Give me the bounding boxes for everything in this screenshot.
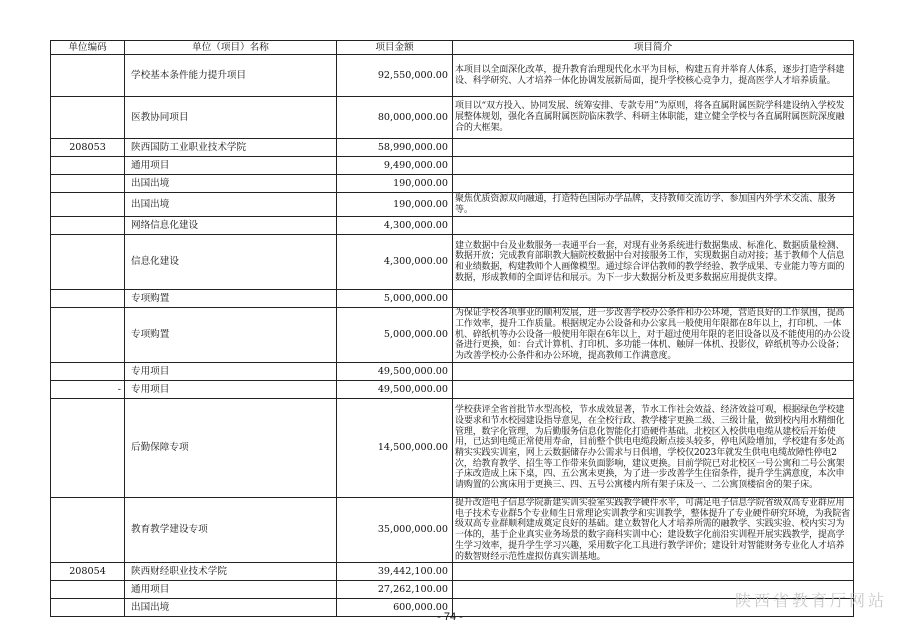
description-cell: 提升改造电子信息学院新建实训实验室实践教学硬件水平，可满足电子信息学院省级双高专业群应用电子技术专业群5个专业师生日常理论实训教学和实训教学，整体提升了专业硬件研究环境，为我院省级双高专业群顺利建成奠定良好的基础。建立数智化人才培养所需的融教学、实践实验、校内实习为一体的，基于企业真实业务场景的数字商科实训中心；建设数字化前沿实训程开展实践教学，提高学生学习效率，提升学生学习兴趣，采用数字化工具进行教学评价；建设针对智能财务专业化人才培养的数智财经示范性虚拟仿真实训基地。 [453,498,854,563]
description-cell: 聚焦优质资源双向融通，打造特色国际办学品牌，支持教师交流访学、参加国内外学术交流、服务等。 [453,193,854,217]
description-cell [453,363,854,381]
table-row [51,381,854,399]
unit-code-cell: 208054 [51,563,125,581]
table-row [51,399,854,498]
amount-cell: 58,990,000.00 [337,139,453,157]
page-number: - 74 - [437,611,463,623]
table-row [51,290,854,308]
project-name-cell: 专项购置 [125,290,337,308]
table-row [51,97,854,139]
header-unit-name: 单位（项目）名称 [125,41,337,55]
unit-code-cell [51,175,125,193]
amount-cell: 39,442,100.00 [337,563,453,581]
table-row [51,193,854,217]
amount-cell: 49,500,000.00 [337,363,453,381]
project-name-cell: 通用项目 [125,581,337,599]
project-name-cell: 信息化建设 [125,235,337,290]
description-cell: 为保证学校各项事业的顺利发展，进一步改善学校办公条件和办公环境，营造良好的工作氛围，提高工作效率，提升工作质量。根据规定办公设备和办公家具一般使用年限都在8年以上，打印机、一体机、碎纸机等办公设备一般使用年限在6年以上，对于超过使用年限的老旧设备以及不能使用的办公设备进行更换，如：台式计算机、打印机、多功能一体机、触屏一体机、投影仪，碎纸机等办公设备；为改善学校办公条件和办公环境，提高教师工作满意度。 [453,308,854,363]
table-row [51,235,854,290]
amount-cell: 49,500,000.00 [337,381,453,399]
table-row [51,157,854,175]
description-cell [453,175,854,193]
unit-code-cell [51,581,125,599]
amount-cell: 27,262,100.00 [337,581,453,599]
unit-code-cell [51,290,125,308]
table-row [51,139,854,157]
project-name-cell: 出国出境 [125,175,337,193]
project-name-cell: 网络信息化建设 [125,217,337,235]
header-amount: 项目金额 [337,41,453,55]
project-name-cell: 专用项目 [125,363,337,381]
unit-code-cell: - [51,381,125,399]
budget-table [50,40,854,617]
description-cell [453,563,854,581]
table-row [51,363,854,381]
description-cell [453,290,854,308]
table-row [51,563,854,581]
header-unit-code: 单位编码 [51,41,125,55]
description-cell: 学校获评全省首批节水型高校，节水成效显著，节水工作社会效益、经济效益可观，根据绿色学校建设要求和节水校园建设指导意见，在全校行政、教学楼宇更换二级、三级计量，做到校内用水精细化管理，数字化管理，为后勤服务信息化智能化打造硬件基础。北校区入校供电电缆从建校后开始使用，已达到电缆正常使用寿命，目前整个供电电缆段断点接头较多，停电风险增加，学校建有多处高精实实践实训室，网上云数据储存办公需求与日俱增，学校仅2023年就发生供电电缆故障性停电2次，给教育教学、招生等工作带来负面影响，建议更换。目前学院已对北校区一号公寓和二号公寓架子床改造成上床下桌，四、五公寓未更换，为了进一步改善学生住宿条件，提升学生满意度，本次申请购置的公寓床用于更换三、四、五号公寓楼内所有架子床及一、二公寓顶楼宿舍的架子床。 [453,399,854,498]
project-name-cell: 陕西财经职业技术学院 [125,563,337,581]
project-name-cell: 出国出境 [125,193,337,217]
unit-code-cell [51,399,125,498]
unit-code-cell [51,193,125,217]
project-name-cell: 教育教学建设专项 [125,498,337,563]
project-name-cell: 出国出境 [125,599,337,617]
project-name-cell: 学校基本条件能力提升项目 [125,55,337,97]
description-cell: 本项目以全面深化改革，提升教育治理现代化水平为目标，构建五育并举育人体系，逐步打造学科建设、科学研究、人才培养一体化协调发展新局面，提升学校核心竞争力，提高医学人才培养质量。 [453,55,854,97]
unit-code-cell [51,55,125,97]
description-cell: 建立数据中台及业数服务一表通平台一套，对现有业务系统进行数据集成、标准化、数据质量检测、数据开放；完成教育部职教大脑院校数据中台对接服务工作，实现数据自动对接；基于教师个人信息和业绩数据，构建教师个人画像模型。通过综合评估教师的教学经验、教学成果、专业能力等方面的数据，形成教师的全面评估和展示。为下一步大数据分析及更多数据应用提供支撑。 [453,235,854,290]
table-row [51,55,854,97]
amount-cell: 4,300,000.00 [337,217,453,235]
table-header-row [51,41,854,55]
amount-cell: 5,000,000.00 [337,290,453,308]
table-row [51,581,854,599]
amount-cell: 14,500,000.00 [337,399,453,498]
table-row [51,308,854,363]
watermark-text: 陕西省教育厅网站 [735,591,888,610]
project-name-cell: 陕西国防工业职业技术学院 [125,139,337,157]
unit-code-cell [51,217,125,235]
table-row [51,498,854,563]
project-name-cell: 医教协同项目 [125,97,337,139]
description-cell [453,139,854,157]
description-cell [453,217,854,235]
amount-cell: 35,000,000.00 [337,498,453,563]
description-cell: 项目以“双方投入、协同发展、统筹安排、专款专用”为原则，将各直属附属医院学科建设纳入学校发展整体规划，强化各直属附属医院临床教学、科研主体职能，建立健全学校与各直属附属医院深度融合的大框架。 [453,97,854,139]
project-name-cell: 专项购置 [125,308,337,363]
project-name-cell: 后勤保障专项 [125,399,337,498]
description-cell [453,381,854,399]
unit-code-cell: 208053 [51,139,125,157]
unit-code-cell [51,97,125,139]
project-name-cell: 专用项目 [125,381,337,399]
header-description: 项目简介 [453,41,854,55]
description-cell [453,157,854,175]
table-row [51,217,854,235]
table-row [51,175,854,193]
amount-cell: 92,550,000.00 [337,55,453,97]
unit-code-cell [51,498,125,563]
amount-cell: 5,000,000.00 [337,308,453,363]
amount-cell: 190,000.00 [337,175,453,193]
amount-cell: 4,300,000.00 [337,235,453,290]
unit-code-cell [51,363,125,381]
unit-code-cell [51,157,125,175]
amount-cell: 600,000.00 [337,599,453,617]
unit-code-cell [51,235,125,290]
amount-cell: 80,000,000.00 [337,97,453,139]
project-name-cell: 通用项目 [125,157,337,175]
amount-cell: 190,000.00 [337,193,453,217]
unit-code-cell [51,308,125,363]
amount-cell: 9,490,000.00 [337,157,453,175]
